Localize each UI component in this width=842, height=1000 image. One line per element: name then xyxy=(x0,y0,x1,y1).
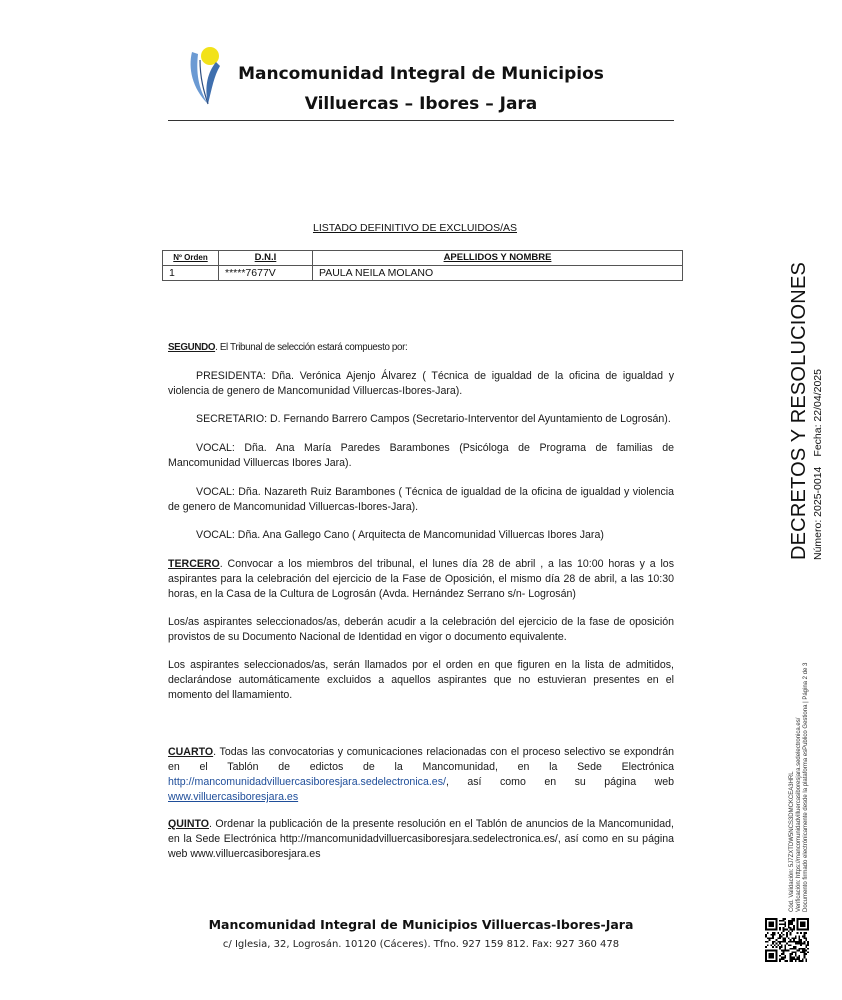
cuarto-label: CUARTO xyxy=(168,746,214,758)
tribunal-presidenta: PRESIDENTA: Dña. Verónica Ajenjo Álvarez ( Técnica de igualdad de la oficina de igualdad y violencia de genero de Mancomunidad Villuercas-Ibores-Jara). xyxy=(168,370,674,397)
qr-code-icon xyxy=(765,918,809,962)
segundo-paragraph xyxy=(168,340,674,355)
tribunal-secretario: SECRETARIO: D. Fernando Barrero Campos (Secretario-Interventor del Ayuntamiento de Logrosán). xyxy=(196,413,671,425)
tribunal-vocal-3: VOCAL: Dña. Ana Gallego Cano ( Arquitecta de Mancomunidad Villuercas Ibores Jara) xyxy=(196,529,604,541)
website-link[interactable]: www.villuercasiboresjara.es xyxy=(168,791,299,803)
header-divider xyxy=(168,120,674,121)
excluded-table xyxy=(162,250,683,281)
validation-code: Cód. Validación: 5J7ZXTDW5NCS3DMCKCEA3HRL xyxy=(789,771,795,912)
footer-address: c/ Iglesia, 32, Logrosán. 10120 (Cáceres). Tfno. 927 159 812. Fax: 927 360 478 xyxy=(222,939,620,950)
decree-date: Fecha: 22/04/2025 xyxy=(812,369,824,457)
quinto-paragraph xyxy=(168,817,674,862)
tribunal-vocal-1: VOCAL: Dña. Ana María Paredes Barambones (Psicóloga de Programa de familias de Mancomunidad Villuercas Ibores Jara). xyxy=(168,442,674,469)
cuarto-paragraph xyxy=(168,745,674,805)
decree-number: Número: 2025-0014 xyxy=(812,466,824,560)
tercero-label: TERCERO xyxy=(168,558,220,570)
header-title-line1: Mancomunidad Integral de Municipios xyxy=(238,64,604,84)
decretos-stamp: DECRETOS Y RESOLUCIONES xyxy=(788,261,810,560)
cell-orden: 1 xyxy=(163,266,219,281)
header-title-line2: Villuercas – Ibores – Jara xyxy=(304,94,538,114)
aspirantes-paragraph-1: Los/as aspirantes seleccionados/as, deberán acudir a la celebración del ejercicio de la fase de oposición provistos de su Documento Nacional de Identidad en vigor o documento equivalente. xyxy=(168,616,674,643)
cell-dni: *****7677V xyxy=(219,266,313,281)
tercero-paragraph xyxy=(168,557,674,602)
table-header-row xyxy=(163,251,683,266)
sede-electronica-link[interactable]: http://mancomunidadvilluercasiboresjara.sedelectronica.es/ xyxy=(168,776,446,788)
verification-url: Verificación: https://mancomunidadvilluercasiboresjara.sedelectronica.es/ xyxy=(796,717,802,912)
cell-nombre: PAULA NEILA MOLANO xyxy=(313,266,683,281)
quinto-label: QUINTO xyxy=(168,818,210,830)
segundo-label: SEGUNDO xyxy=(168,342,216,353)
column-header-nombre: APELLIDOS Y NOMBRE xyxy=(313,251,683,266)
table-row xyxy=(163,266,683,281)
footer-title: Mancomunidad Integral de Municipios Villuercas-Ibores-Jara xyxy=(208,917,634,932)
logo-sun xyxy=(201,47,219,65)
segundo-text: . El Tribunal de selección estará compuesto por: xyxy=(215,342,408,353)
column-header-orden: Nº Orden xyxy=(163,251,219,266)
cuarto-mid-text: , así como en su página web xyxy=(445,776,674,788)
tribunal-vocal-2: VOCAL: Dña. Nazareth Ruiz Barambones ( Técnica de igualdad de la oficina de igualdad y violencia de genero de Mancomunidad Villuercas-Ibores-Jara). xyxy=(168,486,674,513)
quinto-text: . Ordenar la publicación de la presente resolución en el Tablón de anuncios de la Mancomunidad, en la Sede Electrónica http://mancomunidadvilluercasiboresjara.sedelectronica.es/, así como en su página web www.villuercasiboresjara.es xyxy=(168,818,674,860)
excluded-list-title: LISTADO DEFINITIVO DE EXCLUIDOS/AS xyxy=(312,222,517,234)
column-header-dni: D.N.I xyxy=(219,251,313,266)
signature-note: Documento firmado electrónicamente desde la plataforma esPublico Gestiona | Página 2 de 3 xyxy=(803,662,809,912)
cuarto-text: . Todas las convocatorias y comunicaciones relacionadas con el proceso selectivo se expondrán en el Tablón de edictos de la Mancomunidad, en la Sede Electrónica xyxy=(168,746,674,773)
aspirantes-paragraph-2: Los aspirantes seleccionados/as, serán llamados por el orden en que figuren en la lista de admitidos, declarándose automáticamente excluidos a aquellos aspirantes que no estuvieran presentes en el momento del llamamiento. xyxy=(168,659,674,701)
decree-number-date xyxy=(812,369,824,560)
tercero-text: . Convocar a los miembros del tribunal, el lunes día 28 de abril , a las 10:00 horas y a los aspirantes para la celebración del ejercicio de la Fase de Oposición, el mismo día 28 de abril, a las 10:30 horas, en la Casa de la Cultura de Logrosán (Avda. Hernández Serrano s/n- Logrosán) xyxy=(168,558,674,600)
